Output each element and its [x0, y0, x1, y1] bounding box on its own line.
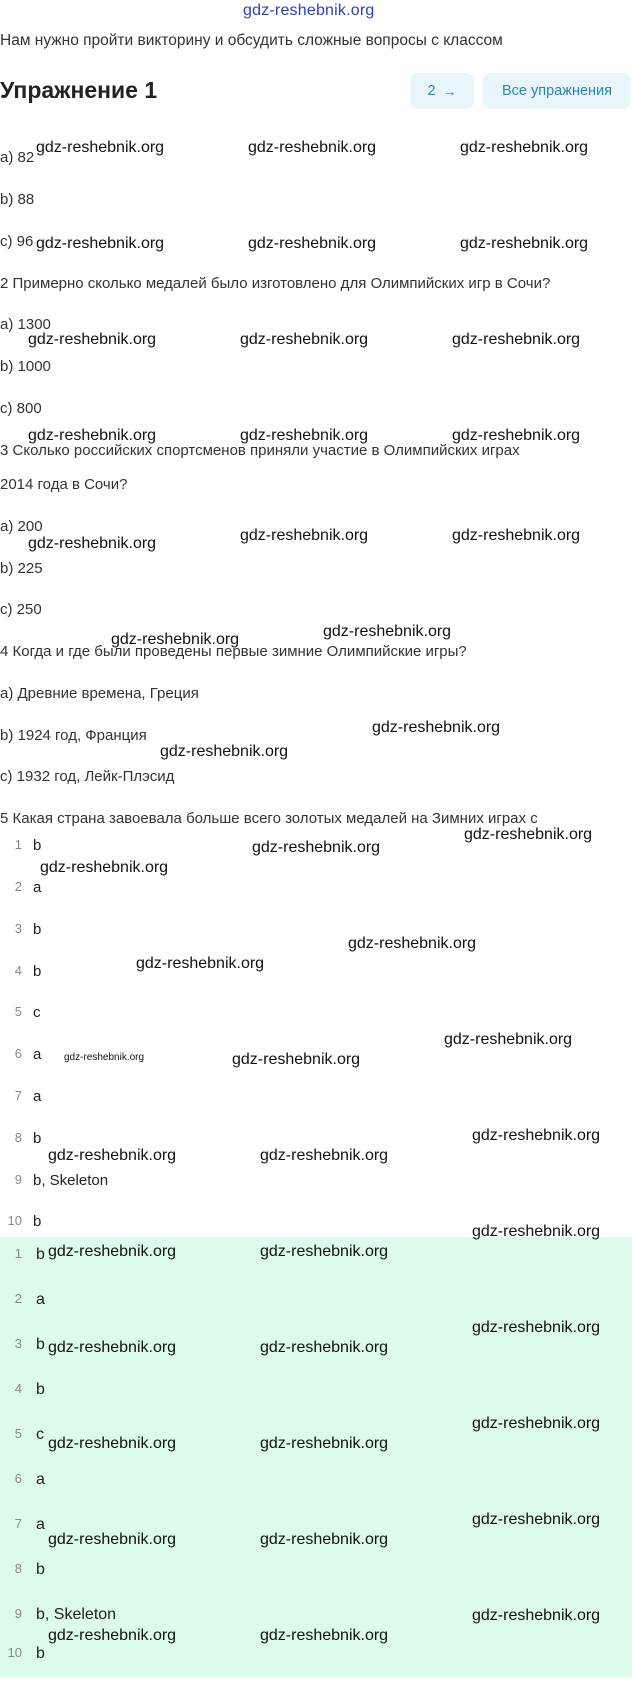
answer-number: 9 [14, 1606, 22, 1621]
watermark: gdz-reshebnik.org [260, 1243, 389, 1260]
watermark: gdz-reshebnik.org [48, 1339, 177, 1356]
watermark: gdz-reshebnik.org [240, 331, 369, 348]
answer-value: a [36, 1471, 45, 1488]
watermark: gdz-reshebnik.org [452, 427, 581, 444]
question-line: c) 800 [0, 400, 42, 417]
answer-number: 9 [14, 1172, 22, 1187]
question-line: 3 Сколько российских спортсменов приняли участие в Олимпийских играх [0, 442, 520, 459]
answer-number: 6 [14, 1046, 22, 1061]
answer-value: a [36, 1516, 45, 1533]
answer-value: b [33, 1130, 42, 1147]
watermark: gdz-reshebnik.org [472, 1223, 601, 1240]
question-line: b) 225 [0, 560, 43, 577]
page-subtitle: Нам нужно пройти викторину и обсудить сложные вопросы с классом [0, 32, 503, 49]
answer-number: 8 [14, 1130, 22, 1145]
answer-number: 3 [14, 921, 22, 936]
answer-number: 2 [14, 1291, 22, 1306]
highlighted-answer-row [0, 1561, 632, 1601]
highlighted-answer-row [0, 1645, 632, 1685]
question-line: b) 1924 год, Франция [0, 727, 147, 744]
watermark: gdz-reshebnik.org [460, 139, 589, 156]
question-line: c) 1932 год, Лейк-Плэсид [0, 768, 175, 785]
answer-number: 10 [7, 1645, 22, 1660]
cropped-text-remnant [0, 114, 460, 126]
watermark: gdz-reshebnik.org [260, 1435, 389, 1452]
watermark: gdz-reshebnik.org [28, 331, 157, 348]
watermark: gdz-reshebnik.org [260, 1339, 389, 1356]
answer-value: b [33, 1213, 42, 1230]
watermark: gdz-reshebnik.org [36, 235, 165, 252]
watermark: gdz-reshebnik.org [248, 139, 377, 156]
watermark: gdz-reshebnik.org [28, 535, 157, 552]
answer-number: 3 [14, 1336, 22, 1351]
watermark: gdz-reshebnik.org [48, 1243, 177, 1260]
watermark: gdz-reshebnik.org [48, 1531, 177, 1548]
question-line: а) 1300 [0, 316, 51, 333]
watermark: gdz-reshebnik.org [260, 1531, 389, 1548]
answer-row [0, 1172, 632, 1212]
watermark: gdz-reshebnik.org [36, 139, 165, 156]
answer-number: 7 [14, 1516, 22, 1531]
watermark: gdz-reshebnik.org [252, 839, 381, 856]
watermark: gdz-reshebnik.org [472, 1607, 601, 1624]
watermark: gdz-reshebnik.org [240, 427, 369, 444]
answer-number: 5 [14, 1004, 22, 1019]
watermark: gdz-reshebnik.org [28, 427, 157, 444]
watermark: gdz-reshebnik.org [260, 1627, 389, 1644]
answer-number: 10 [7, 1213, 22, 1228]
question-line: 2 Примерно сколько медалей было изготовлено для Олимпийских игр в Сочи? [0, 275, 551, 292]
question-line: а) Древние времена, Греция [0, 685, 199, 702]
watermark: gdz-reshebnik.org [64, 1052, 145, 1063]
answer-number: 4 [14, 1381, 22, 1396]
arrow-right-icon: → [442, 83, 457, 99]
watermark: gdz-reshebnik.org [464, 826, 593, 843]
answer-value: b [33, 921, 42, 938]
watermark: gdz-reshebnik.org [48, 1147, 177, 1164]
watermark: gdz-reshebnik.org [160, 743, 289, 760]
watermark: gdz-reshebnik.org [323, 623, 452, 640]
question-line: c) 250 [0, 601, 42, 618]
answer-row [0, 1088, 632, 1128]
all-exercises-button[interactable]: Все упражнения [483, 73, 631, 109]
question-line: c) 96 [0, 233, 34, 250]
site-watermark: gdz-reshebnik.org [243, 2, 375, 19]
watermark: gdz-reshebnik.org [232, 1051, 361, 1068]
answer-number: 8 [14, 1561, 22, 1576]
watermark: gdz-reshebnik.org [472, 1415, 601, 1432]
watermark: gdz-reshebnik.org [452, 331, 581, 348]
answer-number: 6 [14, 1471, 22, 1486]
watermark: gdz-reshebnik.org [136, 955, 265, 972]
answer-value: b [36, 1381, 45, 1398]
answer-value: c [33, 1004, 41, 1021]
question-line: а) 82 [0, 149, 35, 166]
answer-value: a [33, 1088, 42, 1105]
answer-number: 1 [14, 1246, 22, 1261]
watermark: gdz-reshebnik.org [111, 631, 240, 648]
answer-value: a [33, 1046, 42, 1063]
watermark: gdz-reshebnik.org [348, 935, 477, 952]
watermark: gdz-reshebnik.org [248, 235, 377, 252]
answer-value: b [36, 1336, 45, 1353]
next-exercise-button[interactable] [410, 73, 474, 109]
watermark: gdz-reshebnik.org [472, 1511, 601, 1528]
question-line: 5 Какая страна завоевала больше всего золотых медалей на Зимних играх с [0, 810, 538, 827]
answer-number: 1 [14, 837, 22, 852]
watermark: gdz-reshebnik.org [460, 235, 589, 252]
watermark: gdz-reshebnik.org [472, 1127, 601, 1144]
question-line: а) 200 [0, 518, 43, 535]
answer-number: 5 [14, 1426, 22, 1441]
highlighted-answer-row [0, 1471, 632, 1511]
answer-number: 7 [14, 1088, 22, 1103]
answer-number: 4 [14, 963, 22, 978]
answer-value: c [36, 1426, 44, 1443]
answer-value: b [36, 1561, 45, 1578]
answer-value: b [33, 963, 42, 980]
question-line: b) 1000 [0, 358, 51, 375]
question-line: 4 Когда и где были проведены первые зимние Олимпийские игры? [0, 643, 467, 660]
watermark: gdz-reshebnik.org [472, 1319, 601, 1336]
answer-row [0, 879, 632, 919]
answer-value: b [33, 837, 42, 854]
answer-value: b, Skeleton [33, 1172, 109, 1189]
answer-value: a [36, 1291, 45, 1308]
watermark: gdz-reshebnik.org [48, 1435, 177, 1452]
question-line: 2014 года в Сочи? [0, 476, 128, 493]
watermark: gdz-reshebnik.org [372, 719, 501, 736]
next-exercise-label: 2 [427, 83, 436, 99]
watermark: gdz-reshebnik.org [240, 527, 369, 544]
question-line: b) 88 [0, 191, 35, 208]
answer-value: b, Skeleton [36, 1606, 117, 1623]
answer-value: b [36, 1246, 45, 1263]
watermark: gdz-reshebnik.org [40, 859, 169, 876]
answer-value: a [33, 879, 42, 896]
answer-number: 2 [14, 879, 22, 894]
page-title: Упражнение 1 [0, 77, 158, 103]
answer-value: b [36, 1645, 45, 1662]
watermark: gdz-reshebnik.org [48, 1627, 177, 1644]
watermark: gdz-reshebnik.org [444, 1031, 573, 1048]
answer-row [0, 963, 632, 1003]
answer-row [0, 921, 632, 961]
watermark: gdz-reshebnik.org [452, 527, 581, 544]
watermark: gdz-reshebnik.org [260, 1147, 389, 1164]
